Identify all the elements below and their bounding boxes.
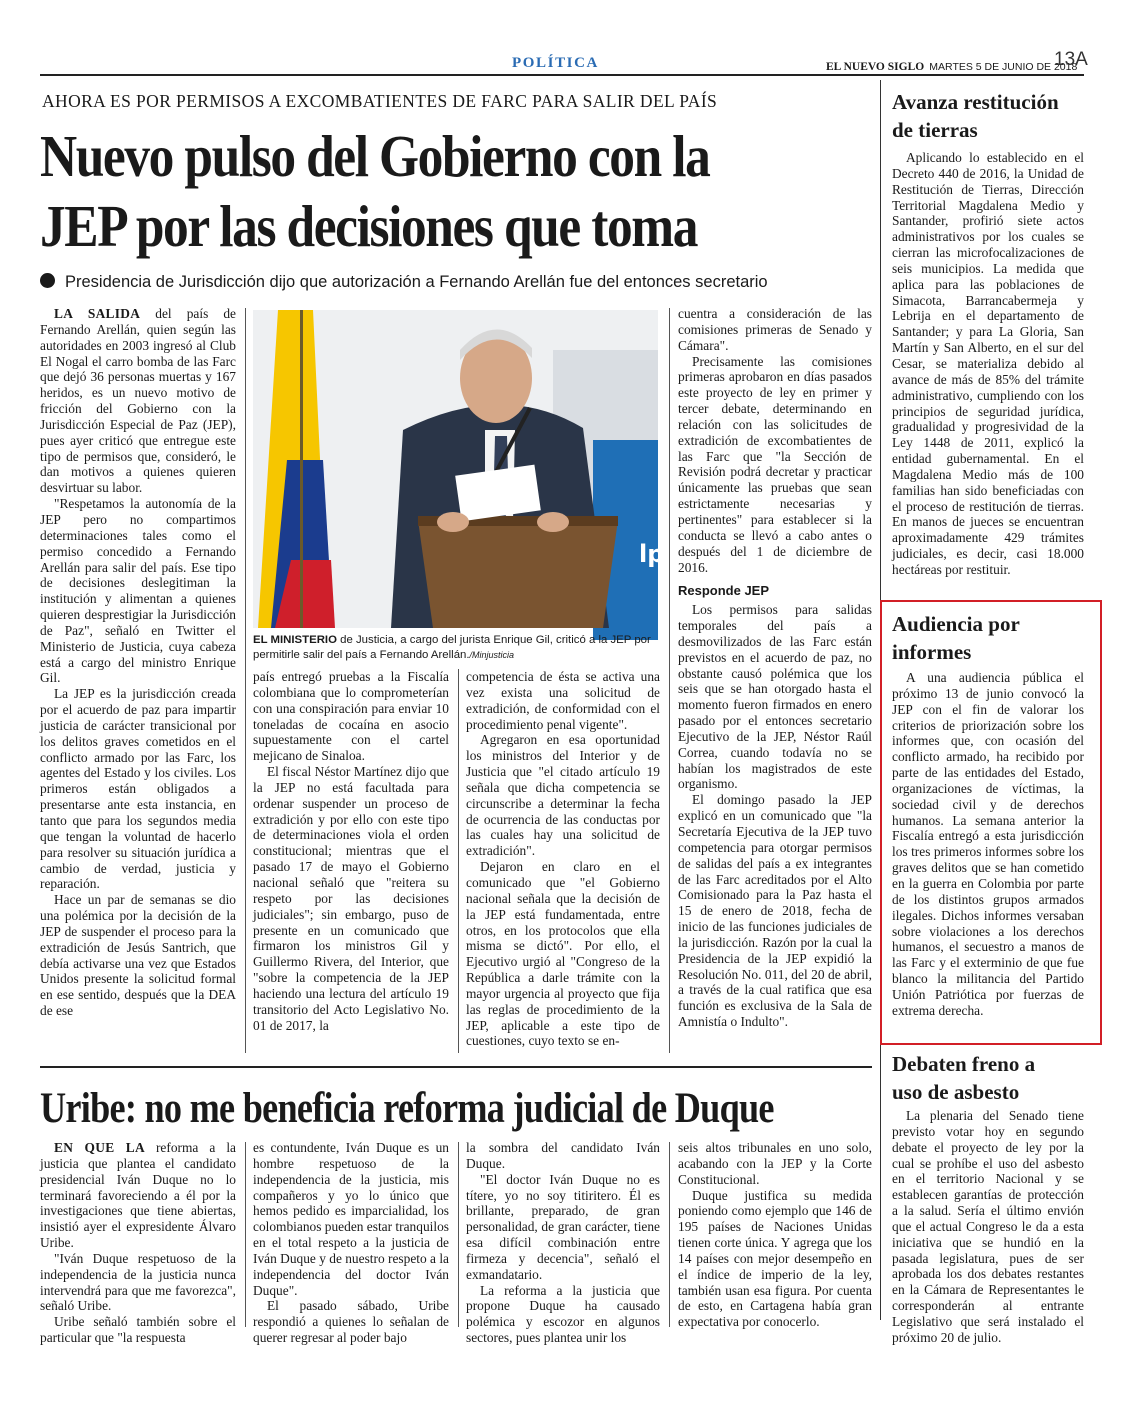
kicker: AHORA ES POR PERMISOS A EXCOMBATIENTES DE FARC PARA SALIR DEL PAÍS	[42, 91, 718, 111]
masthead-info	[826, 55, 1077, 74]
main-col-3	[466, 669, 660, 1054]
paragraph: El domingo pasado la JEP explicó en un comunicado que "la Secretaría Ejecutiva de la JEP tuvo competencia para otorgar permisos de salidas del país a ex integrantes de las Farc acreditados por el Alto Comisionado para la Paz hasta el 15 de enero de 2018, fecha de inicio de las funciones judiciales de la jurisdicción. Razón por la cual la Presidencia de la JEP expidió la Resolución No. 011, del 20 de abril, a través de la cual ratifica que esa función es exclusiva de la Sala de Amnistía o Indulto".	[678, 792, 872, 1030]
deck-text: Presidencia de Jurisdicción dijo que autorización a Fernando Arellán fue del entonces secretario	[65, 273, 768, 291]
main-headline-line1: Nuevo pulso del Gobierno con la	[40, 123, 710, 189]
column-divider	[669, 308, 670, 1053]
svg-text:lp: lp	[639, 540, 665, 568]
paragraph: La JEP es la jurisdicción creada por el acuerdo de paz para impartir justicia de carácter transicional por los delitos graves cometidos en el conflicto armado por las Farc, los agentes del Estado y los civiles. Los primeros están obligados a presentarse ante esta instancia, en tanto que para los segundos media que tengan la voluntad de hacerlo para resolver su situación jurídica a cambio de verdad, justicia y reparación.	[40, 686, 236, 892]
second-col-2	[253, 1140, 449, 1346]
paragraph: "Respetamos la autonomía de la JEP pero no compartimos determinaciones tales como el permiso concedido a Fernando Arellán para salir del país. Ese tipo de decisiones deslegitiman la institución y alimentan a quienes quieren desprestigiar la Jurisdicción de Paz", señaló en Twitter el Ministerio de Justicia, cuya cabeza está a cargo del ministro Enrique Gil.	[40, 496, 236, 686]
lead-in: LA SALIDA	[54, 306, 141, 321]
brief1-title: Avanza restitución de tierras	[892, 90, 1059, 142]
paragraph: país entregó pruebas a la Fiscalía colombiana que lo comprometerían con una conspiración para enviar 10 toneladas de cocaína en asocio supuestamente con el cartel mejicano de Sinaloa.	[253, 669, 449, 764]
paragraph: Precisamente las comisiones primeras aprobaron en días pasados este proyecto de ley en primer y tercer debate, determinando en relación con las solicitudes de extradición de excombatientes de las Farc que "la Sección de Revisión podrá decretar y practicar únicamente las pruebas que sean estrictamente necesarias y pertinentes" para establecer si la conducta se llevó a cabo antes o después del 1 de diciembre de 2016.	[678, 353, 872, 575]
main-headline-line2: JEP por las decisiones que toma	[40, 193, 698, 259]
paragraph: Dejaron en claro en el comunicado que "el Gobierno nacional señala que la decisión de la JEP está fundamentada, entre otros, en los protocolos que ella misma se dictó". Por ello, el Ejecutivo urgió al "Congreso de la República a darle trámite con la mayor urgencia al proyecto que fija las reglas de procedimiento de la JEP, aplicable a este tipo de cuestiones, cuyo texto se en-	[466, 859, 660, 1049]
article-separator	[40, 1066, 872, 1068]
photo	[253, 310, 665, 628]
second-col-3	[466, 1140, 660, 1346]
issue-date: MARTES 5 DE JUNIO DE 2018	[929, 61, 1078, 73]
minister-photo-illustration	[253, 310, 665, 628]
page-number: 13A	[1054, 49, 1088, 70]
photo-credit: /Minjusticia	[469, 649, 515, 660]
bullet-icon	[40, 273, 55, 288]
paragraph: Aplicando lo establecido en el Decreto 440 de 2016, la Unidad de Restitución de Tierras, Dirección Territorial Magdalena Medio y Santander, profirió siete actos administrativos por los cuales se cierran las microfocalizaciones de seis municipios. La medida que aplica para las poblaciones de Simacota, Barrancabermeja y Lebrija en el departamento de Santander; y para La Gloria, San Martín y San Alberto, en el sur del Cesar, se materializa debido al avance de más de 85% del trámite administrativo, cumpliendo con los principios de seguridad jurídica, gradualidad y progresividad de la Ley 1448 de 2011, explicó la entidad gubernamental. En el Magdalena Medio más de 100 familias han sido beneficiadas con el proceso de restitución de tierras. En manos de jueces se encuentran aproximadamente 429 trámites judiciales, es decir, casi 18.000 hectáreas por restituir.	[892, 150, 1084, 577]
paragraph: Agregaron en esa oportunidad los ministros del Interior y de Justicia que "el citado artículo 19 señala que dicha competencia se circunscribe a determinar la fecha de ocurrencia de las conductas por las cuales hay una solicitud de extradición".	[466, 732, 660, 859]
paragraph: es contundente, Iván Duque es un hombre respetuoso de la independencia de la justicia, mis compañeros y yo lo único que hemos pedido es imparcialidad, los colombianos pueden estar tranquilos en el total respeto a la justicia de Iván Duque y de nuestro respeto a la independencia del doctor Iván Duque".	[253, 1140, 449, 1298]
paragraph: El fiscal Néstor Martínez dijo que la JEP no está facultada para ordenar suspender un proceso de extradición y por ello con este tipo de determinaciones viola el orden constitucional; mientras que el pasado 17 de mayo el Gobierno nacional señaló que "reitera su respeto por las decisiones judiciales"; sin embargo, puso de presente en un comunicado que firmaron los ministros Gil y Guillermo Rivera, del Interior, que "sobre la competencia de la JEP haciendo una lectura del artículo 19 transitorio del Acto Legislativo No. 01 de 2017, la	[253, 764, 449, 1033]
section-label: POLÍTICA	[512, 55, 599, 71]
paragraph: El pasado sábado, Uribe respondió a quienes lo señalan de querer regresar al poder bajo	[253, 1298, 449, 1346]
paragraph: competencia de ésta se activa una vez exista una solicitud de extradición, de conformidad con el procedimiento penal vigente".	[466, 669, 660, 732]
column-divider	[669, 1142, 670, 1327]
photo-caption	[253, 633, 658, 662]
paragraph: La plenaria del Senado tiene previsto votar hoy en segundo debate el proyecto de ley por la cual se prohíbe el uso del asbesto en el territorio Nacional y se establecen garantías de protección a la salud. Sería el último envión que el actual Congreso le da a esta iniciativa que se hundió en la pasada legislatura, pues de ser aprobada los dos debates restantes en la Cámara de Representantes le corresponderán al entrante Legislativo que será instalado el próximo 20 de julio.	[892, 1108, 1084, 1345]
brief2-text	[892, 670, 1084, 1036]
main-col-2	[253, 669, 449, 1054]
paragraph: seis altos tribunales en uno solo, acabando con la JEP y la Corte Constitucional.	[678, 1140, 872, 1187]
paragraph: Uribe señaló también sobre el particular que "la respuesta	[40, 1314, 236, 1346]
second-headline: Uribe: no me beneficia reforma judicial de Duque	[40, 1083, 774, 1132]
lead-in: EN QUE LA	[54, 1140, 145, 1155]
paragraph: "Iván Duque respetuoso de la independencia de la justicia nunca intervendrá para que me favorezca", señaló Uribe.	[40, 1250, 236, 1314]
brief2-title: Audiencia por informes	[892, 612, 1020, 664]
caption-text: de Justicia, a cargo del jurista Enrique Gil, criticó a la JEP por permitirle salir del país a Fernando Arellán.	[253, 634, 651, 661]
paragraph: Duque justifica su medida poniendo como ejemplo que 146 de 195 países de Naciones Unidas tienen corte única. Y agrega que los 14 países con mejor desempeño en el índice de imperio de la ley, también usan esa figura. Por cuenta de esto, en Cartagena había gran expectativa por conocerlo.	[678, 1187, 872, 1330]
paragraph: reforma a la justicia que plantea el candidato presidencial Iván Duque no lo terminará favoreciendo a él por la investigaciones que tiene abiertas, insistió ayer el expresidente Álvaro Uribe.	[40, 1140, 236, 1251]
paragraph: La reforma a la justicia que propone Duque ha causado polémica y escozor en algunos sectores, pues plantea unir los	[466, 1282, 660, 1346]
second-col-1	[40, 1140, 236, 1346]
masthead-rule	[40, 74, 1084, 76]
main-col-1	[40, 306, 236, 1054]
column-divider	[245, 1142, 246, 1327]
paragraph: Los permisos para salidas temporales del país a desmovilizados de las Farc están previstos en el acuerdo de paz, no obstante causó polémica que los seis que se han otorgado hasta el momento fueron firmados en enero pasado por el entonces secretario Ejecutivo de la JEP, Néstor Raúl Correa, cuando todavía no se habían los magistrados de este organismo.	[678, 602, 872, 792]
deck	[40, 272, 870, 292]
paragraph: la sombra del candidato Iván Duque.	[466, 1140, 660, 1171]
column-divider	[458, 669, 459, 1053]
column-divider	[458, 1142, 459, 1327]
brief1-text	[892, 150, 1084, 598]
main-col-4	[678, 306, 872, 1054]
paragraph: A una audiencia pública el próximo 13 de junio convocó la JEP con el fin de valorar los criterios de priorización sobre los informes que, con ocasión del conflicto armado, ha recibido por parte de las entidades del Estado, organizaciones de víctimas, la sociedad civil y de derechos humanos. La semana anterior la Fiscalía entregó a esta jurisdicción los tres primeros informes sobre los graves delitos que se han cometido en la guerra en Colombia por parte de los distintos grupos armados ilegales. Dichos informes versaban sobre violaciones a los derechos humanos, el secuestro a manos de las Farc y el exterminio de que fue blanco la militancia del Partido Unión Patriótica por fuerzas de extrema derecha.	[892, 670, 1084, 1018]
paragraph: cuentra a consideración de las comisiones primeras de Senado y Cámara".	[678, 306, 872, 353]
brief3-text	[892, 1108, 1084, 1345]
second-col-4	[678, 1140, 872, 1330]
paragraph: "El doctor Iván Duque no es títere, yo no soy titiritero. Él es brillante, preparado, de gran personalidad, de gran carácter, tiene esa difícil combinación entre firmeza y decencia", señaló el exmandatario.	[466, 1171, 660, 1282]
paragraph: Hace un par de semanas se dio una polémica por la decisión de la JEP de suspender el proceso para la extradición de Jesús Santrich, que debía activarse una vez que Estados Unidos presente la solicitud formal en ese sentido, después que la DEA de ese	[40, 892, 236, 1019]
caption-lead: EL MINISTERIO	[253, 634, 337, 646]
paragraph: del país de Fernando Arellán, quien según las autoridades en 2003 ingresó al Club El Nogal el carro bomba de las Farc que dejó 36 personas muertas y 167 heridos, es un nuevo motivo de fricción del Gobierno con la Jurisdicción Especial de Paz (JEP), pues ayer criticó que entregue este tipo de permisos que, consideró, le dan motivos a quienes quieren desvirtuar su labor.	[40, 306, 236, 496]
brief3-title: Debaten freno a uso de asbesto	[892, 1052, 1036, 1104]
subhead-responde-jep: Responde JEP	[678, 583, 770, 599]
column-divider	[245, 308, 246, 1053]
paper-name: EL NUEVO SIGLO	[826, 61, 925, 73]
